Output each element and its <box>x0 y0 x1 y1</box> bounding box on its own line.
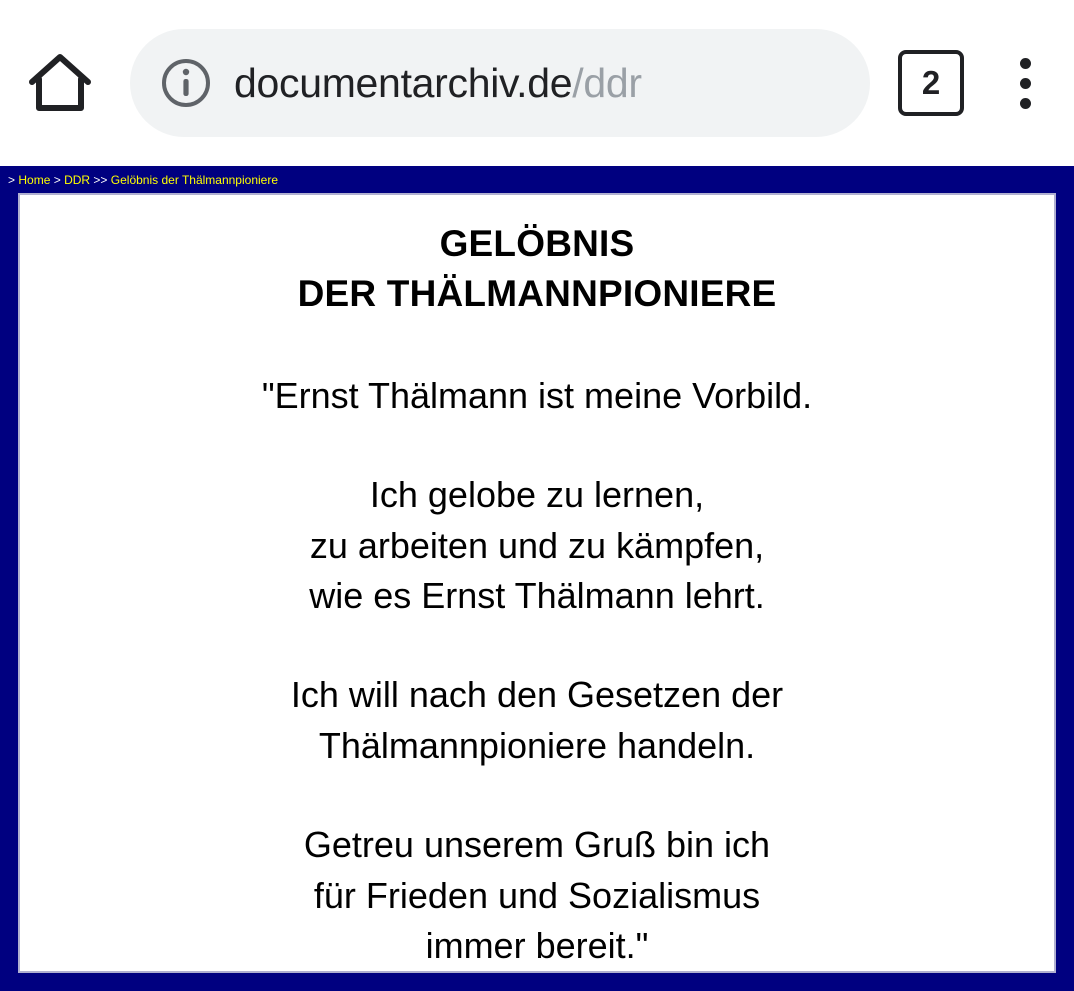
web-page <box>0 166 1074 991</box>
breadcrumb-sep-2: > <box>53 173 61 187</box>
document-line: wie es Ernst Thälmann lehrt. <box>309 575 765 617</box>
menu-dot-1 <box>1020 58 1031 69</box>
tab-count-label: 2 <box>921 64 941 101</box>
document-frame <box>18 193 1056 973</box>
document-line: Getreu unserem Gruß bin ich <box>303 824 771 866</box>
url-domain: documentarchiv.de <box>234 62 573 104</box>
url-path: /ddr <box>572 62 642 104</box>
document-line: Thälmannpioniere handeln. <box>318 724 756 766</box>
document-stanza <box>34 820 1040 971</box>
breadcrumb <box>0 166 1074 193</box>
menu-dot-3 <box>1020 98 1031 109</box>
address-bar[interactable] <box>130 29 870 137</box>
document-line: immer bereit." <box>425 925 649 966</box>
document-title <box>34 219 1040 319</box>
document-line: "Ernst Thälmann ist meine Vorbild. <box>261 374 813 416</box>
home-icon <box>26 52 94 114</box>
document-stanza <box>34 670 1040 771</box>
document-stanza <box>34 470 1040 621</box>
browser-toolbar <box>0 0 1074 166</box>
document-line: zu arbeiten und zu kämpfen, <box>309 524 765 566</box>
breadcrumb-sep-3: >> <box>93 173 108 187</box>
overflow-menu-button[interactable] <box>998 45 1052 121</box>
document-stanza <box>34 371 1040 421</box>
document-line: Ich will nach den Gesetzen der <box>290 674 784 716</box>
breadcrumb-link-ddr[interactable]: DDR <box>64 173 91 187</box>
breadcrumb-current-page[interactable]: Gelöbnis der Thälmannpioniere <box>110 173 278 187</box>
tab-switcher-button[interactable] <box>898 50 964 116</box>
document-title-line-2: DER THÄLMANNPIONIERE <box>297 272 777 314</box>
document-line: Ich gelobe zu lernen, <box>369 474 705 516</box>
breadcrumb-sep-1: > <box>8 173 16 187</box>
document-title-line-1: GELÖBNIS <box>439 223 635 264</box>
info-circle-icon[interactable] <box>160 57 212 109</box>
document-line: für Frieden und Sozialismus <box>313 874 761 916</box>
breadcrumb-link-home[interactable]: Home <box>18 173 51 187</box>
url-text <box>234 63 642 104</box>
document-body <box>34 371 1040 972</box>
menu-dot-2 <box>1020 78 1031 89</box>
home-button[interactable] <box>22 45 98 121</box>
